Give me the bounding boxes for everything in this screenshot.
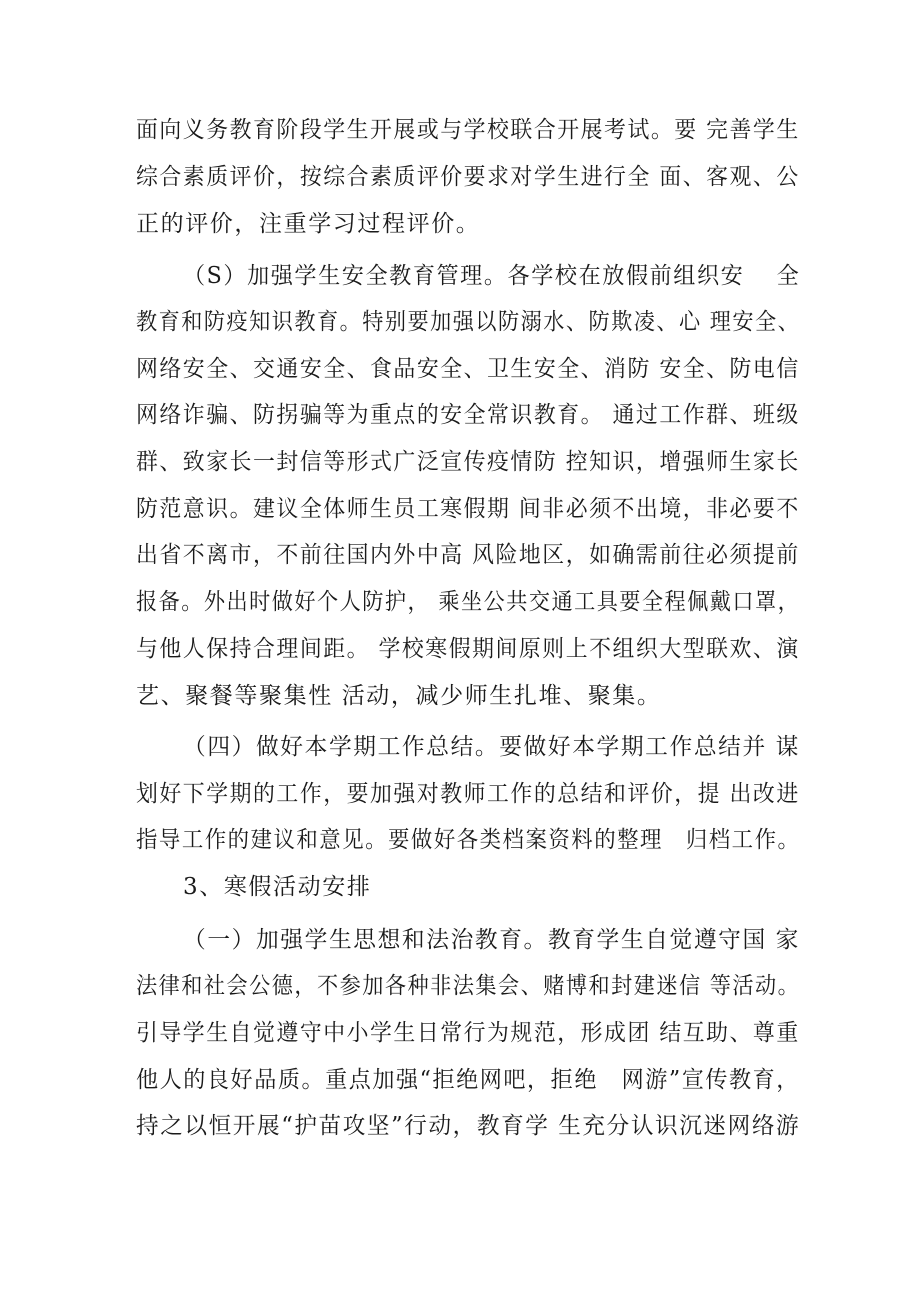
text-line: 引导学生自觉遵守中小学生日常行为规范，形成团 结互助、尊重 — [136, 1020, 800, 1046]
text-line: 与他人保持合理间距。 学校寒假期间原则上不组织大型联欢、演 — [136, 636, 800, 662]
text-line: 综合素质评价，按综合素质评价要求对学生进行全 面、客观、公 — [136, 164, 800, 190]
text-line: 艺、聚餐等聚集性 活动，减少师生扎堆、聚集。 — [136, 683, 662, 709]
text-line: 网络诈骗、防拐骗等为重点的安全常识教育。 通过工作群、班级 — [136, 402, 800, 428]
text-line: （S）加强学生安全教育管理。各学校在放假前组织安 全 — [183, 263, 801, 289]
text-line: 面向义务教育阶段学生开展或与学校联合开展考试。要 完善学生 — [136, 117, 800, 143]
text-line: （一）加强学生思想和法治教育。教育学生自觉遵守国 家 — [183, 927, 800, 953]
text-line: 划好下学期的工作，要加强对教师工作的总结和评价，提 出改进 — [136, 781, 800, 807]
text-line: 群、致家长一封信等形式广泛宣传疫情防 控知识，增强师生家长 — [136, 449, 800, 475]
section-heading: 3、寒假活动安排 — [183, 874, 372, 900]
text-line: 法律和社会公德，不参加各种非法集会、赌博和封建迷信 等活动。 — [136, 973, 801, 999]
text-line: 网络安全、交通安全、食品安全、卫生安全、消防 安全、防电信 — [136, 356, 800, 382]
text-line: 报备。外出时做好个人防护， 乘坐公共交通工具要全程佩戴口罩， — [136, 589, 801, 615]
text-line: 教育和防疫知识教育。特别要加强以防溺水、防欺凌、心 理安全、 — [136, 309, 801, 335]
text-line: 持之以恒开展“护苗攻坚”行动，教育学 生充分认识沉迷网络游 — [136, 1113, 801, 1139]
text-line: 防范意识。建议全体师生员工寒假期 间非必须不出境，非必要不 — [136, 496, 800, 522]
text-line: 指导工作的建议和意见。要做好各类档案资料的整理 归档工作。 — [136, 827, 801, 853]
text-line: 正的评价，注重学习过程评价。 — [136, 211, 481, 237]
text-line: 他人的良好品质。重点加强“拒绝网吧，拒绝 网游”宣传教育， — [136, 1067, 800, 1093]
text-line: 出省不离市，不前往国内外中高 风险地区，如确需前往必须提前 — [136, 542, 800, 568]
text-line: （四）做好本学期工作总结。要做好本学期工作总结并 谋 — [183, 734, 800, 760]
